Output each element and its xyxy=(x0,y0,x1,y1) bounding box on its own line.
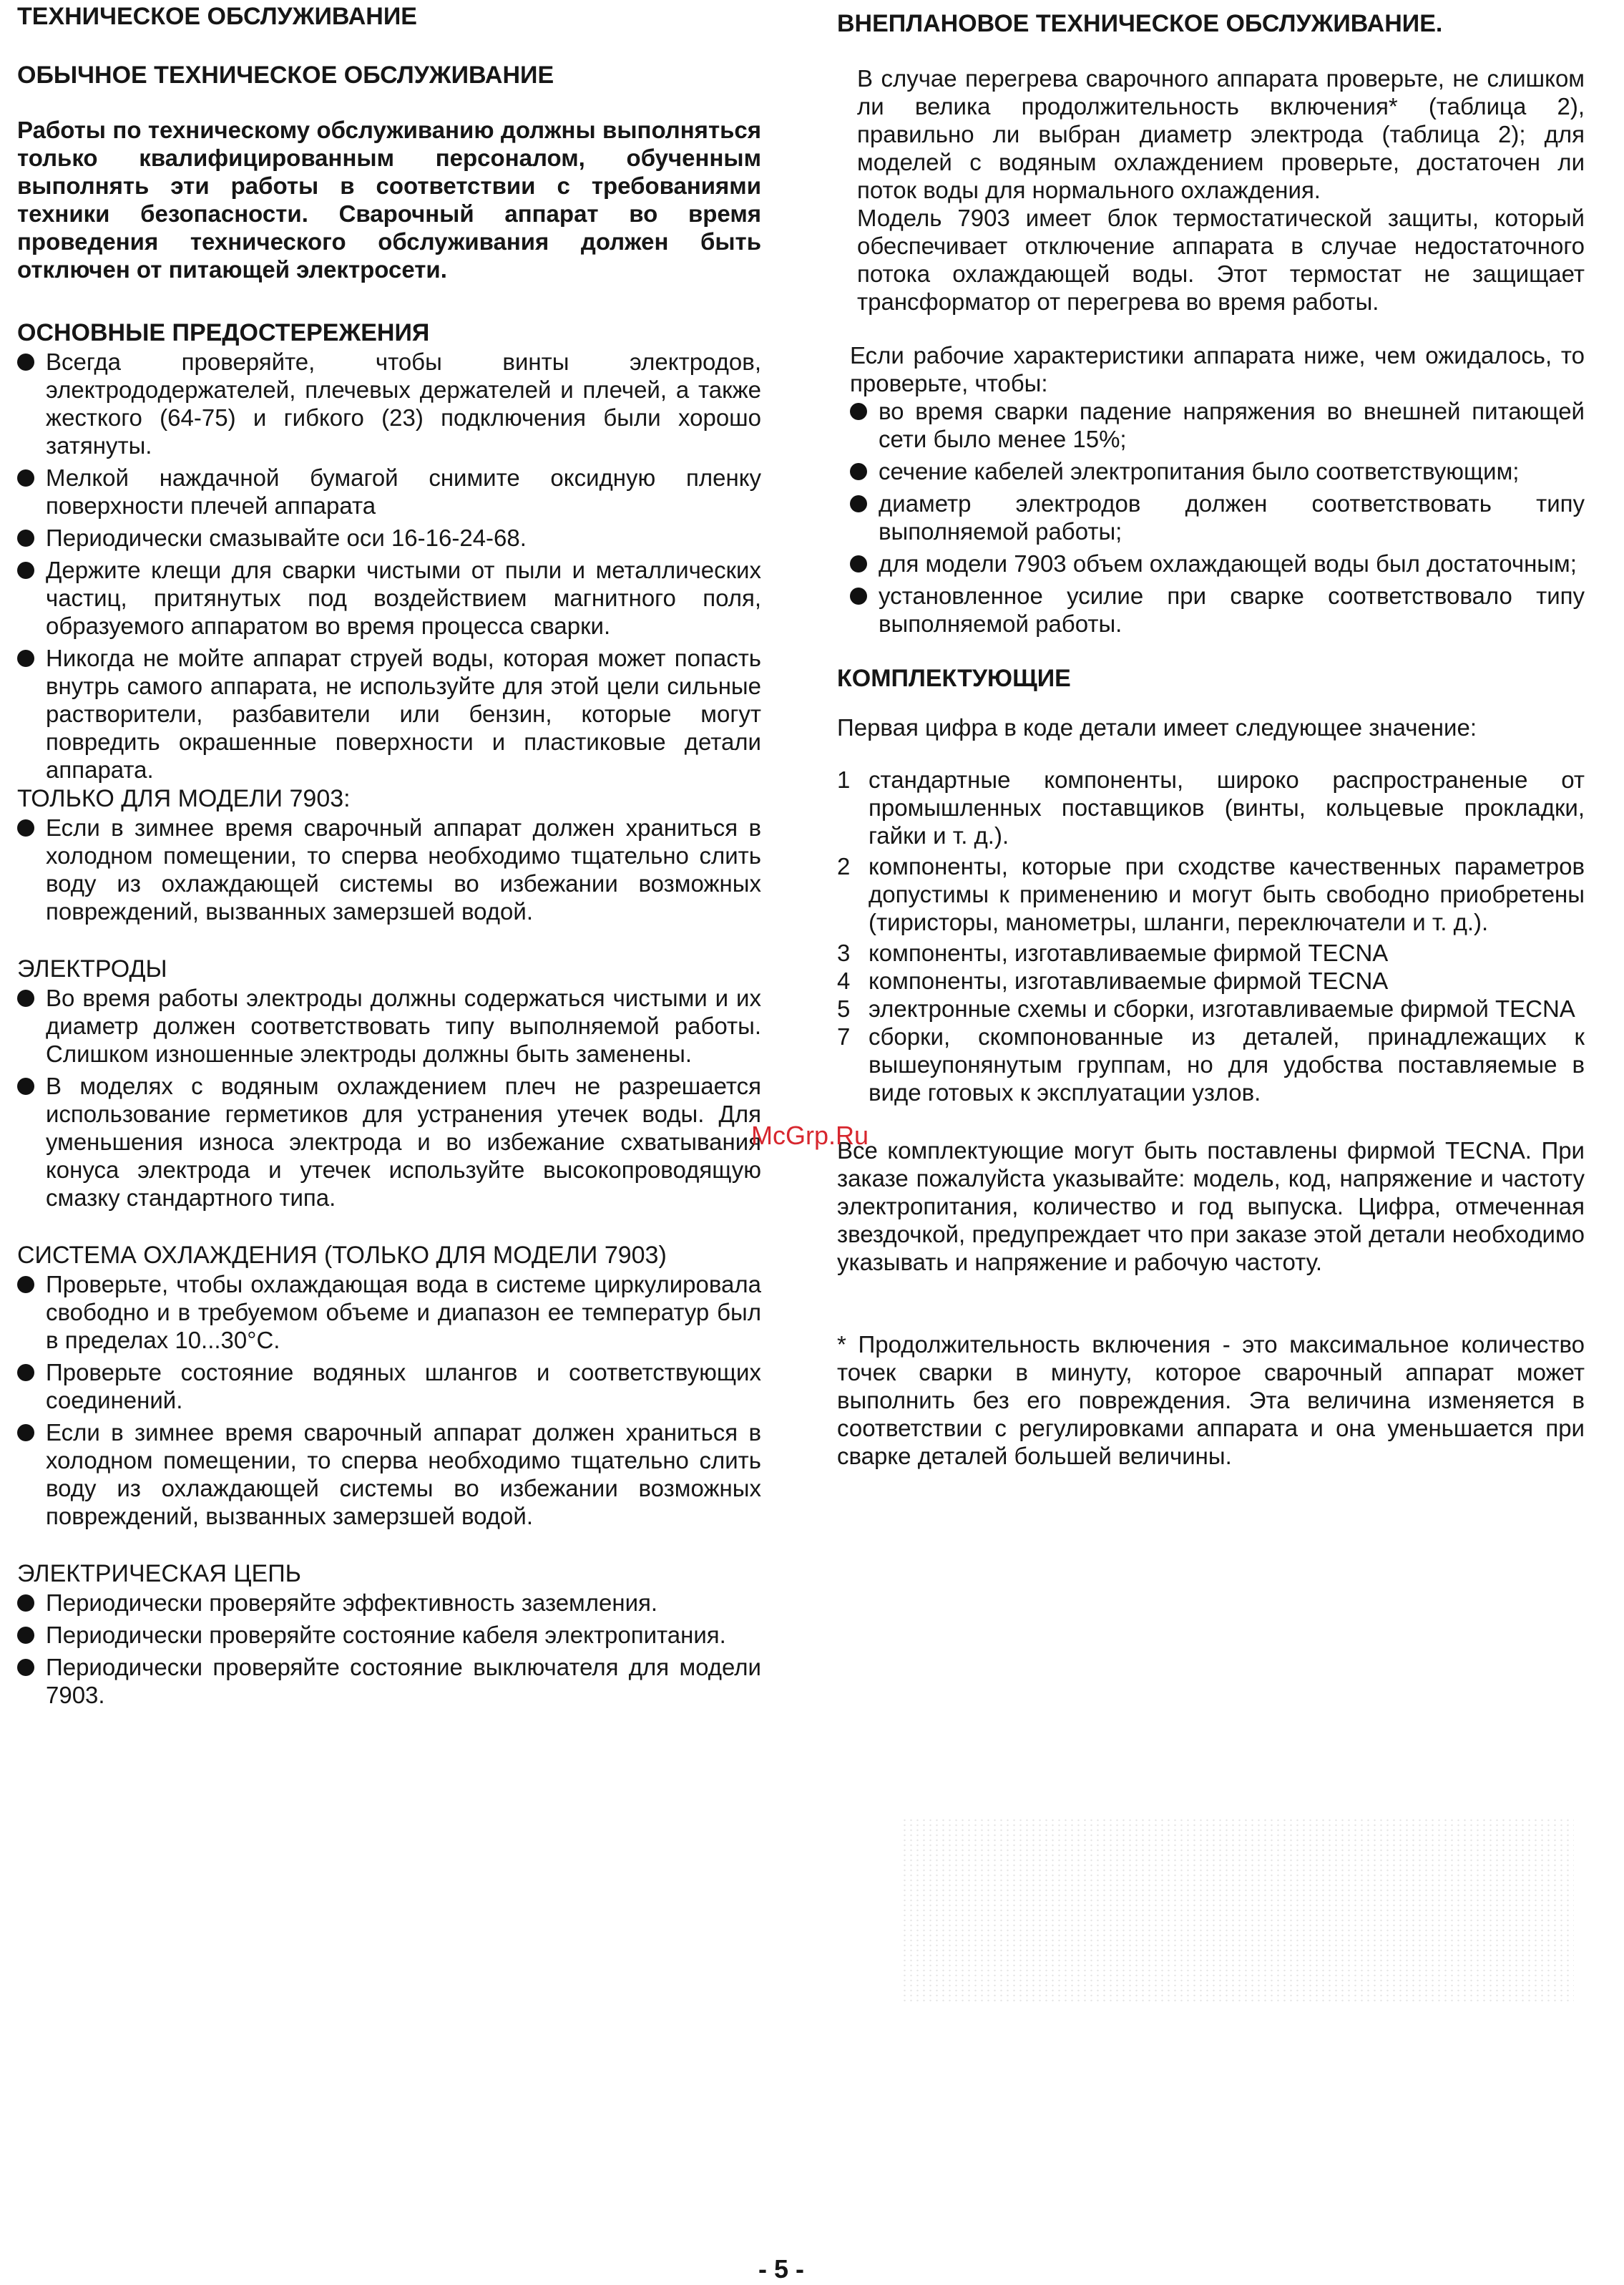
list-item: Периодически проверяйте состояние кабеля электропитания. xyxy=(17,1621,761,1649)
bullet-icon xyxy=(17,1078,34,1095)
list-item: Если в зимнее время сварочный аппарат должен храниться в холодном помещении, то сперва необходимо тщательно слить воду из охлаждающей системы во избежании возможных повреждений, вызванных замерзшей водой. xyxy=(17,1418,761,1530)
list-item: установленное усилие при сварке соответствовало типу выполняемой работы. xyxy=(850,582,1585,638)
left-column xyxy=(17,0,761,1709)
bullet-icon xyxy=(17,650,34,667)
intro-paragraph: Работы по техническому обслуживанию должны выполняться только квалифицированным персоналом, обученным выполнять эти работы в соответствии с требованиями техники безопасности. Сварочный аппарат во время проведения технического обслуживания должен быть отключен от питающей электросети. xyxy=(17,117,761,283)
unscheduled-paragraph-2: Модель 7903 имеет блок термостатической защиты, который обеспечивает отключение аппарата в случае недостаточного потока охлаждающей воды. Этот термостат не защищает трансформатор от перегрева во время работы. xyxy=(857,205,1585,315)
bullet-icon xyxy=(850,555,867,573)
electric-title: ЭЛЕКТРИЧЕСКАЯ ЦЕПЬ xyxy=(17,1560,301,1587)
list-item: Мелкой наждачной бумагой снимите оксидную пленку поверхности плечей аппарата xyxy=(17,464,761,520)
footnote: * Продолжительность включения - это максимальное количество точек сварки в минуту, которое сварочный аппарат может выполнить без его повреждения. Эта величина изменяется в соответствии с регулировками аппарата и она уменьшается при сварке деталей большей величины. xyxy=(837,1331,1585,1469)
model-only-title: ТОЛЬКО ДЛЯ МОДЕЛИ 7903: xyxy=(17,785,351,812)
right-column xyxy=(837,0,1585,1470)
checks-list xyxy=(837,397,1585,638)
regular-maintenance-title: ОБЫЧНОЕ ТЕХНИЧЕСКОЕ ОБСЛУЖИВАНИЕ xyxy=(17,62,554,89)
bullet-icon xyxy=(17,1424,34,1441)
check-intro: Если рабочие характеристики аппарата ниже, чем ожидалось, то проверьте, чтобы: xyxy=(850,342,1585,396)
list-item: Держите клещи для сварки чистыми от пыли и металлических частиц, притянутых под воздействием магнитного поля, образуемого аппаратом во время процесса сварки. xyxy=(17,556,761,640)
bullet-icon xyxy=(17,990,34,1007)
list-item: Периодически проверяйте состояние выключателя для модели 7903. xyxy=(17,1653,761,1709)
cooling-title: СИСТЕМА ОХЛАЖДЕНИЯ (ТОЛЬКО ДЛЯ МОДЕЛИ 7903) xyxy=(17,1242,667,1269)
bullet-icon xyxy=(17,354,34,371)
electrodes-title: ЭЛЕКТРОДЫ xyxy=(17,955,167,983)
bullet-icon xyxy=(17,1594,34,1612)
bullet-icon xyxy=(17,1659,34,1676)
list-item: 2 компоненты, которые при сходстве качественных параметров допустимы к применению и могут быть свободно приобретены (тиристоры, манометры, шланги, переключатели и т. д.). xyxy=(837,853,1585,935)
list-item: 7 сборки, скомпонованные из деталей, принадлежащих к вышеупонянутым группам, но для удобства поставляемые в виде готовых к эксплуатации узлов. xyxy=(837,1023,1585,1106)
unscheduled-paragraph-1: В случае перегрева сварочного аппарата проверьте, не слишком ли велика продолжительность включения* (таблица 2), правильно ли выбран диаметр электрода (таблица 2); для моделей с водяным охлаждением проверьте, достаточен ли поток воды для нормального охлаждения. xyxy=(857,65,1585,203)
list-item: Всегда проверяйте, чтобы винты электродов, электрододержателей, плечевых держателей и плечей, а также жесткого (64-75) и гибкого (23) подключения были хорошо затянуты. xyxy=(17,348,761,459)
list-item: 5 электронные схемы и сборки, изготавливаемые фирмой TECNA xyxy=(837,995,1575,1022)
bullet-icon xyxy=(850,588,867,605)
list-item: Во время работы электроды должны содержаться чистыми и их диаметр должен соответствовать типу выполняемой работы. Слишком изношенные электроды должны быть заменены. xyxy=(17,984,761,1068)
list-item: диаметр электродов должен соответствовать типу выполняемой работы; xyxy=(850,489,1585,545)
list-item: Проверьте, чтобы охлаждающая вода в системе циркулировала свободно и в требуемом объеме и диапазон ее температур был в пределах 10...30°С. xyxy=(17,1270,761,1354)
list-item: 4 компоненты, изготавливаемые фирмой TECNA xyxy=(837,968,1389,994)
section-title: ТЕХНИЧЕСКОЕ ОБСЛУЖИВАНИЕ xyxy=(17,3,417,30)
bullet-icon xyxy=(17,562,34,579)
bullet-icon xyxy=(17,1364,34,1381)
parts-list xyxy=(837,766,1585,1106)
bullet-icon xyxy=(850,463,867,480)
page-number: - 5 - xyxy=(758,2254,805,2284)
list-item: Никогда не мойте аппарат струей воды, которая может попасть внутрь самого аппарата, не используйте для этой цели сильные растворители, разбавители или бензин, которые могут повредить окрашенные поверхности и пластиковые детали аппарата. xyxy=(17,644,761,784)
order-paragraph: Все комплектующие могут быть поставлены фирмой TECNA. При заказе пожалуйста указывайте: модель, код, напряжение и частоту электропитания, количество и год выпуска. Цифра, отмеченная звездочкой, предупреждает что при заказе этой детали необходимо указывать и напряжение и рабочую частоту. xyxy=(837,1137,1585,1275)
list-item: 1 стандартные компоненты, широко распространеные от промышленных поставщиков (винты, кольцевые прокладки, гайки и т. д.). xyxy=(837,766,1585,849)
parts-title: КОМПЛЕКТУЮЩИЕ xyxy=(837,665,1071,692)
list-item: Периодически смазывайте оси 16-16-24-68. xyxy=(17,524,761,552)
list-item: Проверьте состояние водяных шлангов и соответствующих соединений. xyxy=(17,1358,761,1414)
scan-noise xyxy=(901,1818,1574,2004)
list-item: Если в зимнее время сварочный аппарат должен храниться в холодном помещении, то сперва необходимо тщательно слить воду из охлаждающей системы во избежании возможных повреждений, вызванных замерзшей водой. xyxy=(17,814,761,925)
bullet-icon xyxy=(17,1627,34,1644)
bullet-icon xyxy=(17,819,34,837)
parts-intro: Первая цифра в коде детали имеет следующее значение: xyxy=(837,714,1477,741)
watermark: McGrp.Ru xyxy=(751,1121,869,1150)
list-item: для модели 7903 объем охлаждающей воды был достаточным; xyxy=(850,550,1585,578)
bullet-icon xyxy=(17,469,34,487)
bullet-icon xyxy=(850,495,867,512)
list-item: В моделях с водяным охлаждением плеч не разрешается использование герметиков для устранения утечек воды. Для уменьшения износа электрода и во избежание схватывания конуса электрода и утечек используйте высокопроводящую смазку стандартного типа. xyxy=(17,1072,761,1212)
list-item: 3 компоненты, изготавливаемые фирмой TECNA xyxy=(837,940,1389,966)
list-item: Периодически проверяйте эффективность заземления. xyxy=(17,1589,761,1617)
list-item: сечение кабелей электропитания было соответствующим; xyxy=(850,457,1585,485)
precautions-title: ОСНОВНЫЕ ПРЕДОСТЕРЕЖЕНИЯ xyxy=(17,319,430,346)
precautions-list xyxy=(17,348,761,784)
bullet-icon xyxy=(17,530,34,547)
unscheduled-title: ВНЕПЛАНОВОЕ ТЕХНИЧЕСКОЕ ОБСЛУЖИВАНИЕ. xyxy=(837,10,1443,37)
bullet-icon xyxy=(17,1276,34,1293)
bullet-icon xyxy=(850,403,867,420)
list-item: во время сварки падение напряжения во внешней питающей сети было менее 15%; xyxy=(850,397,1585,453)
